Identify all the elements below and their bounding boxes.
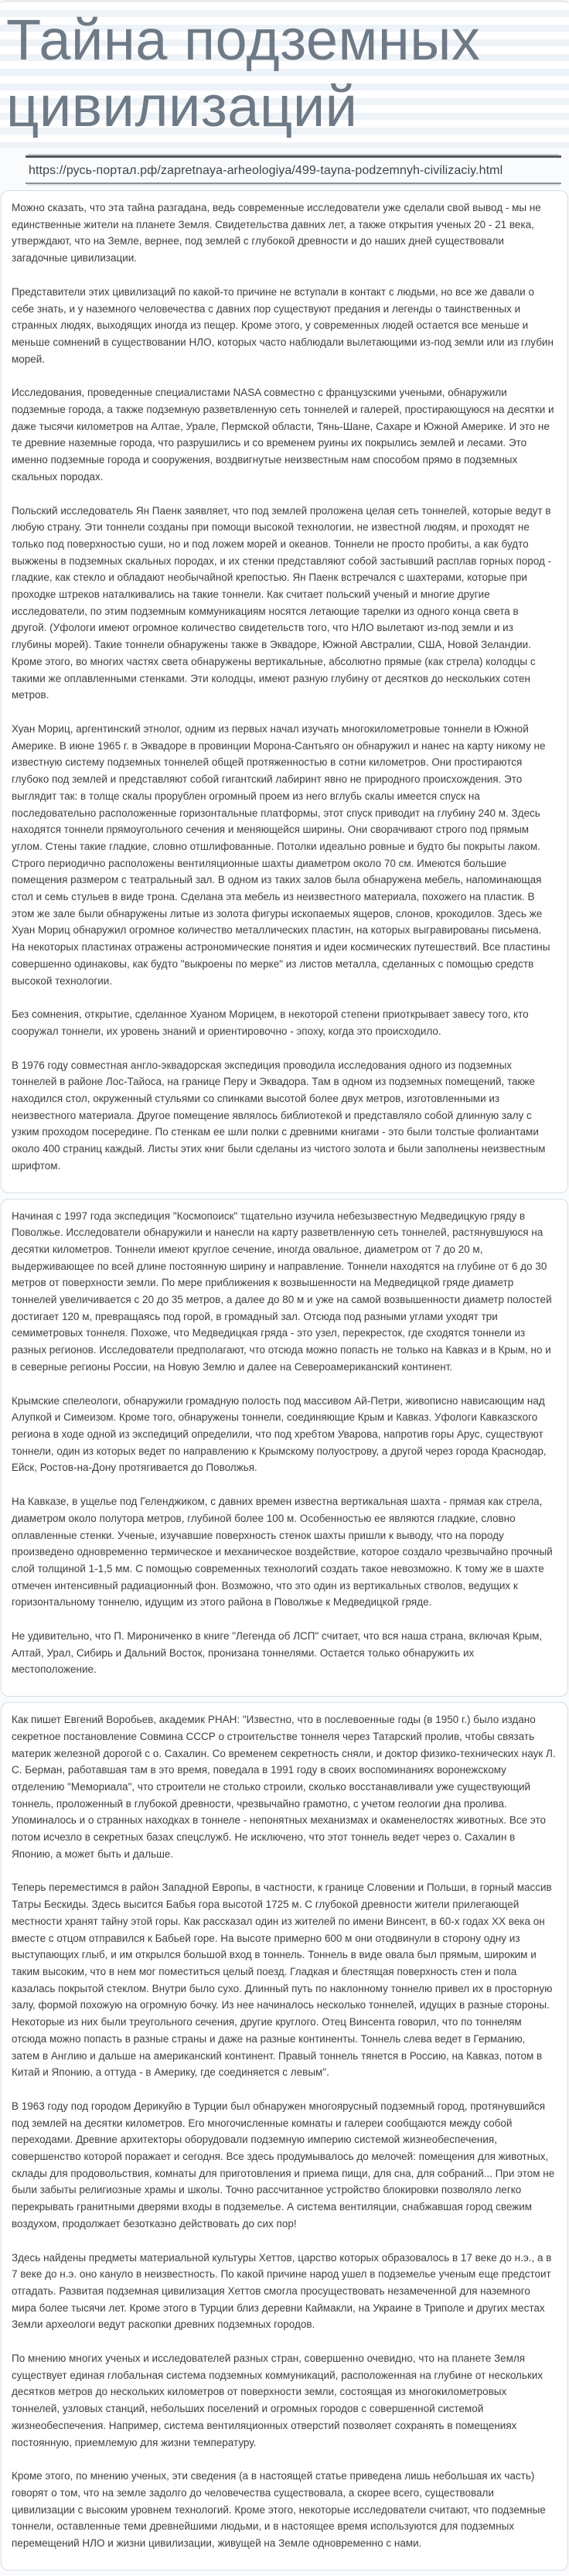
paragraph: В 1963 году под городом Дерикуйю в Турции был обнаружен многоярусный подземный город, протянувшийся под землей на десятки километров. Его многочисленные комнаты и галереи сообщаются между собой переходами. Древние архитекторы оборудовали подземную империю системой жизнеобеспечения, совершенство которой поражает и сегодня. Все здесь продумывалось до мелочей: помещения для животных, склады для продовольствия, комнаты для приготовления и приема пищи, для сна, для собраний... При этом не были забыты религиозные храмы и школы. Точно рассчитанное устройство блокировки позволяло легко перекрывать гранитными дверями входы в подземелье. А система вентиляции, снабжавшая город свежим воздухом, продолжает безотказно действовать до сих пор! bbox=[12, 2100, 555, 2230]
paragraph: Польский исследователь Ян Паенк заявляет, что под землей проложена целая сеть тоннелей, которые ведут в любую страну. Эти тоннели созданы при помощи высокой технологии, не известной людям, и проходят не только под поверхностью суши, но и под ложем морей и океанов. Тоннели не просто пробиты, а как будто выжжены в подземных скальных породах, и их стенки представляют собой застывший расплав горных пород - гладкие, как стекло и обладают необычайной крепостью. Ян Паенк встречался с шахтерами, которые при проходке штреков наталкивались на такие тоннели. Как считает польский ученый и многие другие исследователи, по этим подземным коммуникациям носятся летающие тарелки из одного конца света в другой. (Уфологи имеют огромное количество свидетельств того, что НЛО вылетают из-под земли и из глубины морей). Такие тоннели обнаружены также в Эквадоре, Южной Австралии, США, Новой Зеландии. Кроме этого, во многих частях света обнаружены вертикальные, абсолютно прямые (как стрела) колодцы с такими же оплавленными стенками. Эти колодцы, имеют разную глубину от десятков до нескольких сотен метров. bbox=[12, 504, 552, 701]
paragraph: Хуан Мориц, аргентинский этнолог, одним из первых начал изучать многокилометровые тоннели в Южной Америке. В июне 1965 г. в Эквадоре в провинции Морона-Сантьяго он обнаружил и нанес на карту никому не известную систему подземных тоннелей общей протяженностью в сотни километров. Они простираются глубоко под землей и представляют собой гигантский лабиринт явно не природного происхождения. Это выглядит так: в толще скалы прорублен огромный проем из него вглубь скалы имеется спуск на последовательно расположенные горизонтальные платформы, этот спуск приводит на глубину 240 м. Здесь находятся тоннели прямоугольного сечения и меняющейся ширины. Они сворачивают строго под прямым углом. Стены такие гладкие, словно отшлифованные. Потолки идеально ровные и будто бы покрыты лаком. Строго периодично расположены вентиляционные шахты диаметром около 70 см. Имеются большие помещения размером с театральный зал. В одном из таких залов была обнаружена мебель, напоминающая стол и семь стульев в виде трона. Сделана эта мебель из неизвестного материала, похожего на пластик. В этом же зале были обнаружены литые из золота фигуры ископаемых ящеров, слонов, крокодилов. Здесь же Хуан Мориц обнаружил огромное количество металлических пластин, на которых выгравированы письмена. На некоторых пластинах отражены астрономические понятия и идеи космических путешествий. Все пластины совершенно одинаковы, как будто "выкроены по мерке" из листов металла, сделанных с помощью средств высокой технологии. bbox=[12, 722, 550, 987]
paragraph: Начиная с 1997 года экспедиция "Космопоиск" тщательно изучила небезызвестную Медведицкую гряду в Поволжье. Исследователи обнаружили и нанесли на карту разветвленную сеть тоннелей, растянувшуюся на десятки километров. Тоннели имеют круглое сечение, иногда овальное, диаметром от 7 до 20 м, выдерживающее по всей длине постоянную ширину и направление. Тоннели находятся на глубине от 6 до 30 метров от поверхности земли. По мере приближения к возвышенности на Медведицкой гряде диаметр тоннелей увеличивается с 20 до 35 метров, а далее до 80 м и уже на самой возвышенности диаметр полостей достигает 120 м, превращаясь под горой, в громадный зал. Отсюда под разными углами уходят три семиметровых тоннеля. Похоже, что Медведицкая гряда - это узел, перекресток, где сходятся тоннели из разных регионов. Исследователи предполагают, что отсюда можно попасть не только на Кавказ и в Крым, но и в северные регионы России, на Новую Землю и далее на Североамериканский континент. bbox=[12, 1210, 552, 1373]
paragraph: Исследования, проведенные специалистами NASA совместно с французскими учеными, обнаружили подземные города, а также подземную разветвленную сеть тоннелей и галерей, простирающуюся на десятки и даже тысячи километров на Алтае, Урале, Пермской области, Тянь-Шане, Сахаре и Южной Америке. И это не те древние наземные города, что разрушились и со временем руины их покрылись землей и лесами. Это именно подземные города и сооружения, воздвигнутые неизвестным нам способом прямо в подземных скальных породах. bbox=[12, 387, 554, 483]
paragraph: Кроме этого, по мнению ученых, эти сведения (а в настоящей статье приведена лишь небольшая их часть) говорят о том, что на земле задолго до человечества существовала, а скорее всего, существовали цивилизации с высоким уровнем технологий. Кроме этого, некоторые исследователи считают, что подземные тоннели, оставленные теми древнейшими людьми, и в настоящее время используются для подземных перемещений НЛО и жизни цивилизации, живущей на Земле одновременно с нами. bbox=[12, 2470, 546, 2550]
paragraph: Представители этих цивилизаций по какой-то причине не вступали в контакт с людьми, но все же давали о себе знать, и у наземного человечества с давних пор существуют предания и легенды о таинственных и странных людях, выходящих иногда из пещер. Кроме этого, у современных людей остается все меньше и меньше сомнений в существовании НЛО, которых часто наблюдали вылетающими из-под земли или из глубин морей. bbox=[12, 285, 554, 365]
paragraph: Не удивительно, что П. Мирониченко в книге "Легенда об ЛСП" считает, что вся наша страна, включая Крым, Алтай, Урал, Сибирь и Дальний Восток, пронизана тоннелями. Остается только обнаружить их местоположение. bbox=[12, 1630, 543, 1676]
article-body bbox=[0, 190, 569, 2571]
paragraph: По мнению многих ученых и исследователей разных стран, совершенно очевидно, что на планете Земля существует единая глобальная система подземных коммуникаций, расположенная на глубине от нескольких десятков метров до нескольких километров от поверхности земли, состоящая из многокилометровых тоннелей, узловых станций, небольших поселений и огромных городов с совершенной системой жизнеобеспечения. Например, система вентиляционных отверстий позволяет сохранять в помещениях постоянную, приемлемую для жизни температуру. bbox=[12, 2353, 543, 2448]
source-url-bar bbox=[26, 155, 561, 184]
article-section bbox=[1, 190, 568, 1193]
paragraph: Теперь переместимся в район Западной Европы, в частности, к границе Словении и Польши, в горный массив Татры Бескиды. Здесь высится Бабья гора высотой 1725 м. С глубокой древности жители прилегающей местности хранят тайну этой горы. Как рассказал один из жителей по имени Винсент, в 60-х годах XX века он вместе с отцом отправился к Бабьей горе. На высоте примерно 600 м они отодвинули в сторону одну из выступающих глыб, и им открылся большой вход в тоннель. Тоннель в виде овала был прямым, широким и таким высоким, что в нем мог поместиться целый поезд. Гладкая и блестящая поверхность стен и пола казалась покрытой стеклом. Внутри было сухо. Длинный путь по наклонному тоннелю привел их в просторную залу, формой похожую на огромную бочку. Из нее начиналось несколько тоннелей, идущих в разные стороны. Некоторые из них были треугольного сечения, другие круглого. Отец Винсента говорил, что по тоннелям отсюда можно попасть в разные страны и даже на разные континенты. Тоннель слева ведет в Германию, затем в Англию и дальше на американский континент. Правый тоннель тянется в Россию, на Кавказ, потом в Китай и Японию, а оттуда - в Америку, где соединяется с левым". bbox=[12, 1882, 553, 2079]
paragraph: Крымские спелеологи, обнаружили громадную полость под массивом Ай-Петри, живописно нависающим над Алупкой и Симеизом. Кроме того, обнаружены тоннели, соединяющие Крым и Кавказ. Уфологи Кавказского региона в ходе одной из экспедиций определили, что под хребтом Уварова, напротив горы Арус, существуют тоннели, один из которых ведет по направлению к Крымскому полуострову, а другой через города Краснодар, Ейск, Ростов-на-Дону протягивается до Поволжья. bbox=[12, 1394, 547, 1474]
paragraph: Здесь найдены предметы материальной культуры Хеттов, царство которых образовалось в 17 веке до н.э., а в 7 веке до н.э. оно кануло в неизвестность. По какой причине народ ушел в подземелье ученым еще предстоит отгадать. Развитая подземная цивилизация Хеттов смогла просуществовать незамеченной для наземного мира более тысячи лет. Кроме этого в Турции близ деревни Каймакли, на Украине в Триполе и других местах Земли археологи ведут раскопки древних подземных городов. bbox=[12, 2251, 552, 2331]
paragraph: На Кавказе, в ущелье под Геленджиком, с давних времен известна вертикальная шахта - прямая как стрела, диаметром около полутора метров, глубиной более 100 м. Особенностью ее являются гладкие, словно оплавленные стенки. Ученые, изучавшие поверхность стенок шахты пришли к выводу, что на породу произведено одновременно термическое и механическое воздействие, которое создало чрезвычайно прочный слой толщиной 1-1,5 мм. С помощью современных технологий создать такое невозможно. К тому же в шахте отмечен интенсивный радиационный фон. Возможно, что это один из вертикальных стволов, ведущих к горизонтальному тоннелю, идущим из этого района в Поволжье к Медведицкой гряде. bbox=[12, 1496, 553, 1609]
article-section bbox=[1, 1199, 568, 1697]
article-section bbox=[1, 1702, 568, 2571]
paragraph: Можно сказать, что эта тайна разгадана, ведь современные исследователи уже сделали свой вывод - мы не единственные жители на планете Земля. Свидетельства давних лет, а также открытия ученых 20 - 21 века, утверждают, что на Земле, вернее, под землей с глубокой древности и до наших дней существовали загадочные цивилизации. bbox=[12, 202, 541, 264]
source-url-link[interactable]: https://русь-портал.рф/zapretnaya-arheologiya/499-tayna-podzemnyh-civilizaciy.html bbox=[29, 164, 503, 177]
paragraph: В 1976 году совместная англо-эквадорская экспедиция проводила исследования одного из подземных тоннелей в районе Лос-Тайоса, на границе Перу и Эквадора. Там в одном из подземных помещений, также находился стол, окруженный стульями со спинками высотой более двух метров, изготовленными из неизвестного материала. Другое помещение являлось библиотекой и представляло собой длинную залу с узким проходом посередине. По стенкам ее шли полки с древними книгами - это были толстые фолиантами около 400 страниц каждый. Листы этих книг были сделаны из чистого золота и были заполнены неизвестным шрифтом. bbox=[12, 1059, 546, 1172]
paragraph: Без сомнения, открытие, сделанное Хуаном Морицем, в некоторой степени приоткрывает завесу того, кто сооружал тоннели, их уровень знаний и ориентировочно - эпоху, когда это происходило. bbox=[12, 1008, 529, 1037]
page-title: Тайна подземных цивилизаций bbox=[6, 8, 481, 138]
article-header bbox=[0, 0, 569, 148]
paragraph: Как пишет Евгений Воробьев, академик РНАН: "Известно, что в послевоенные годы (в 1950 г.) было издано секретное постановление Совмина СССР о строительстве тоннеля через Татарский пролив, чтобы связать материк железной дорогой с о. Сахалин. Со временем секретность сняли, и доктор физико-технических наук Л. С. Берман, работавшая там в это время, поведала в 1991 году в своих воспоминаниях воронежскому отделению "Мемориала", что строители не столько строили, сколько восстанавливали уже существующий тоннель, проложенный в глубокой древности, чрезвычайно грамотно, с учетом геологии дна пролива. Упоминалось и о странных находках в тоннеле - непонятных механизмах и окаменелостях животных. Все это потом исчезло в секретных базах спецслужб. Не исключено, что этот тоннель ведет через о. Сахалин в Японию, а может быть и дальше. bbox=[12, 1714, 556, 1860]
